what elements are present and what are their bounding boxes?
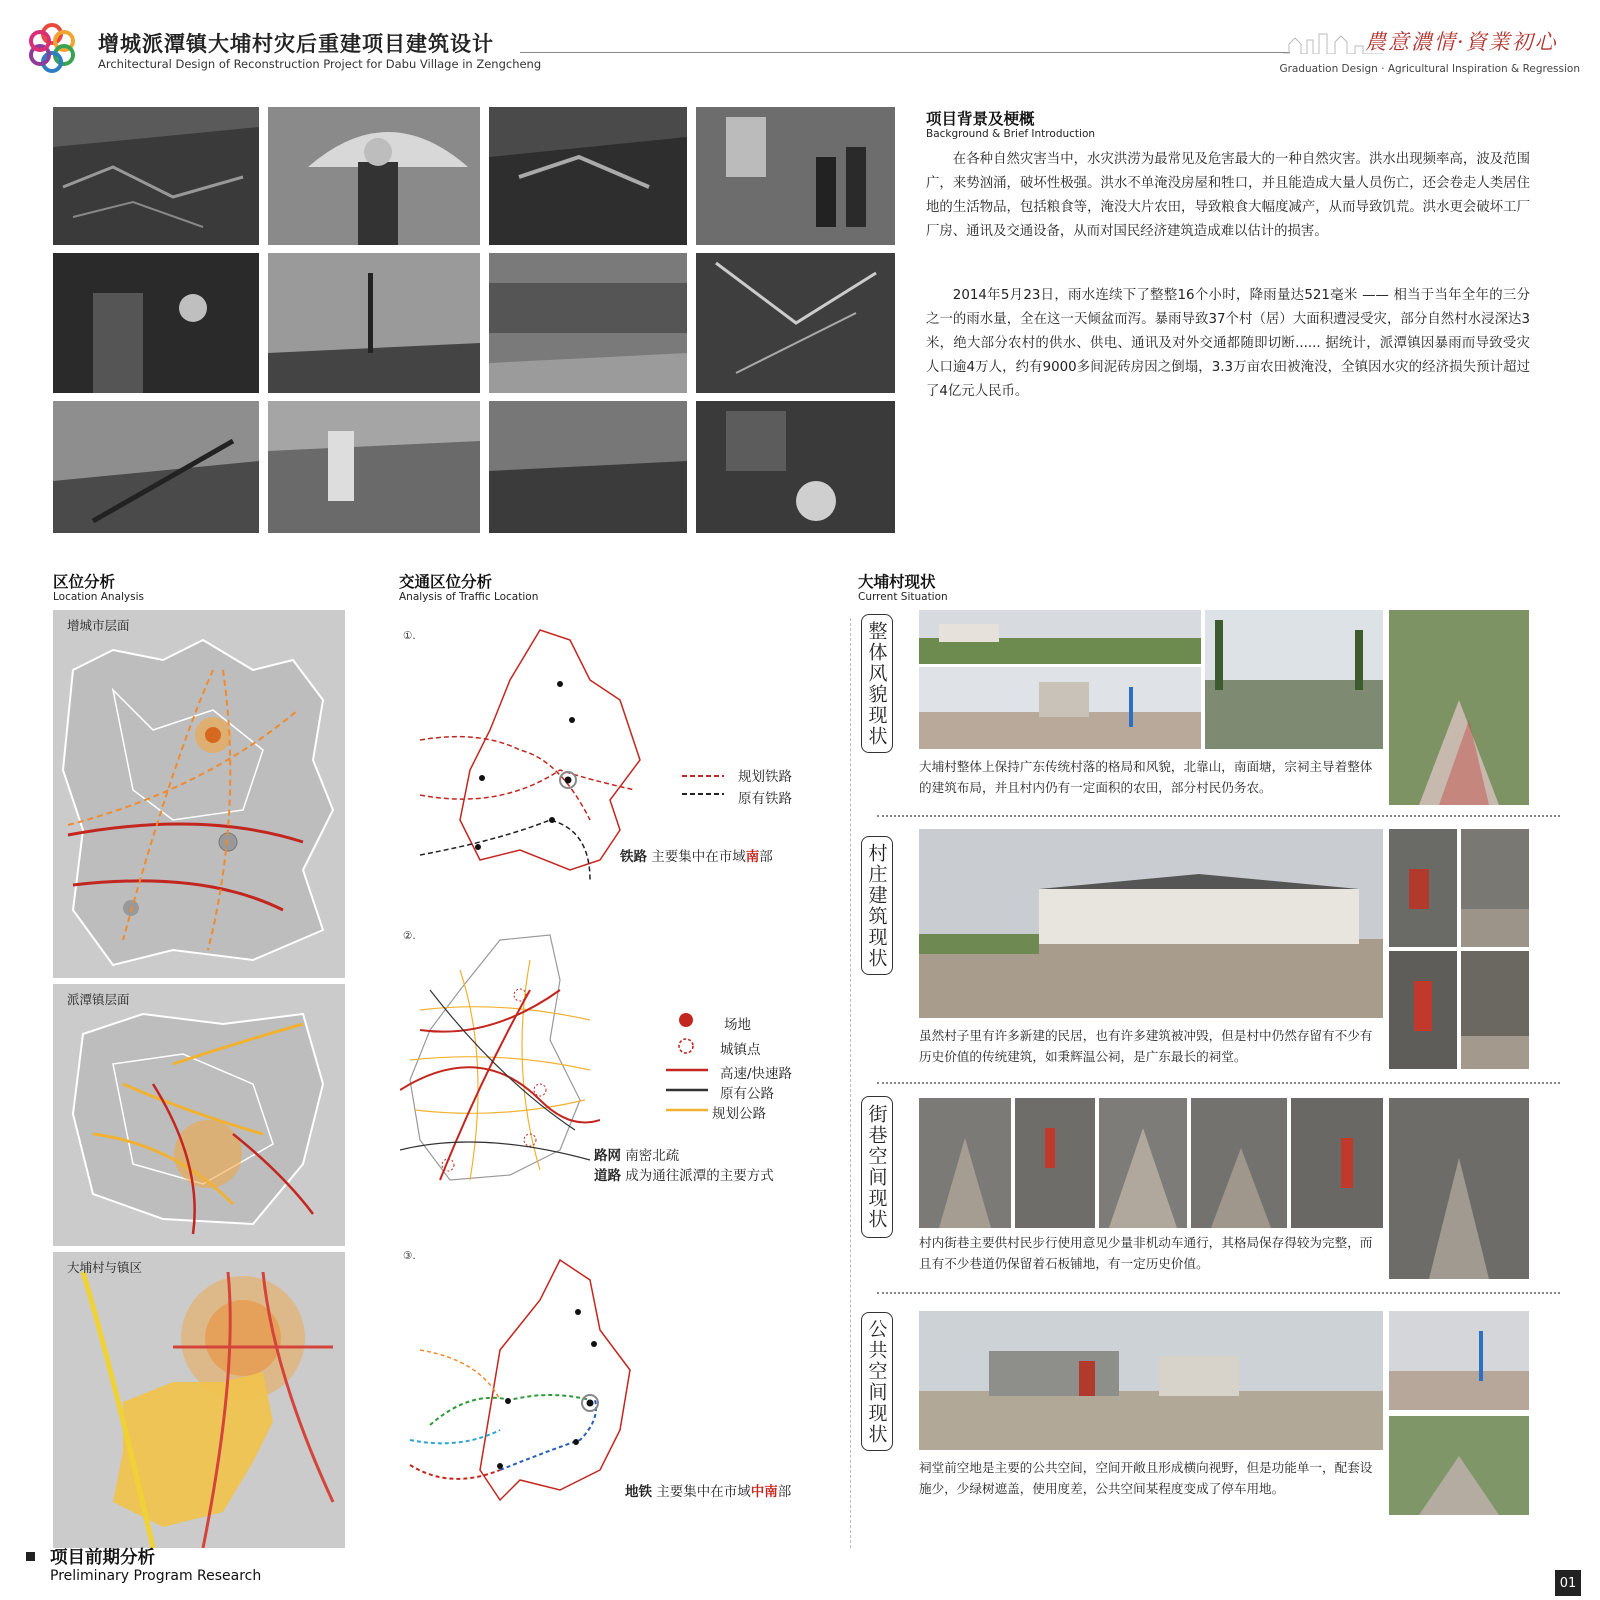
road-map	[400, 930, 600, 1190]
photo-road-green	[1389, 1416, 1529, 1515]
photo-alley-2	[1015, 1098, 1095, 1228]
header-rule	[520, 52, 1290, 53]
photo-debris-street	[489, 401, 687, 533]
legend-planned-road: 规划公路	[712, 1106, 766, 1122]
rail-legend-lines	[680, 770, 726, 800]
background-subtitle: Background & Brief Introduction	[926, 128, 1096, 140]
photo-ladder-workers	[53, 401, 259, 533]
photo-hall-plaza	[919, 1311, 1383, 1450]
photo-broken-roof	[696, 253, 895, 393]
section-divider	[877, 815, 1560, 817]
photo-alley-1	[919, 1098, 1011, 1228]
section-text-streets: 村内街巷主要供村民步行使用意见少量非机动车通行，其格局保存得较为完整，而且有不少巷道仍保留着石板铺地，有一定历史价值。	[919, 1235, 1373, 1271]
photo-ancestral-hall-street	[919, 829, 1383, 1018]
rail-note: 铁路 主要集中在市域南部	[620, 849, 773, 865]
photo-field-volunteers	[268, 401, 480, 533]
section-label-streets: 街巷空间现状	[861, 1096, 893, 1238]
legend-town: 城镇点	[720, 1042, 761, 1058]
photo-pond-palms	[1205, 610, 1383, 749]
panel-label: 大埔村与镇区	[67, 1260, 143, 1275]
traffic-subtitle: Analysis of Traffic Location	[399, 591, 539, 603]
photo-court-hoop	[1389, 1311, 1529, 1410]
photo-collapsed-house	[489, 107, 687, 245]
photo-old-house-1	[1389, 829, 1457, 947]
metro-note: 地铁 主要集中在市域中南部	[625, 1484, 792, 1500]
section-label-public-space: 公共空间现状	[861, 1312, 893, 1451]
photo-stone-alley	[1389, 1098, 1529, 1279]
column-separator	[850, 618, 851, 1548]
graduation-subtitle: Graduation Design · Agricultural Inspiration & Regression	[1279, 63, 1580, 75]
photo-people-interior	[696, 107, 895, 245]
traffic-num-3: ③.	[403, 1250, 416, 1262]
map-zengcheng-level	[53, 610, 345, 978]
section-text-overall: 大埔村整体上保持广东传统村落的格局和风貌，北靠山，南面塘，宗祠主导着整体的建筑布局，并且村内仍有一定面积的农田，部分村民仍务农。	[919, 759, 1373, 795]
footer-title: 项目前期分析	[50, 1548, 155, 1568]
photo-old-house-4	[1461, 951, 1529, 1069]
location-subtitle: Location Analysis	[53, 591, 145, 603]
location-title: 区位分析	[53, 573, 116, 591]
photo-village-field	[919, 610, 1201, 664]
slogan: 農意濃情·資業初心	[1365, 30, 1558, 54]
traffic-num-2: ②.	[403, 930, 416, 942]
map-dabu-and-town	[53, 1252, 345, 1548]
traffic-title: 交通区位分析	[399, 573, 493, 591]
photo-alley-4	[1191, 1098, 1287, 1228]
flower-ring-logo-icon	[26, 22, 78, 74]
photo-lane-trees	[1389, 610, 1529, 805]
rail-map	[420, 620, 650, 880]
background-paragraph-1: 在各种自然灾害当中，水灾洪涝为最常见及危害最大的一种自然灾害。洪水出现频率高，波及范围广，来势汹涌，破坏性极强。洪水不单淹没房屋和牲口，并且能造成大量人员伤亡，还会卷走人类居住地的生活物品，包括粮食等，淹没大片农田，导致粮食大幅度减产，从而导致饥荒。洪水更会破坏工厂厂房、通讯及交通设备，从而对国民经济建筑造成难以估计的损害。	[926, 152, 1530, 239]
background-paragraph-2: 2014年5月23日，雨水连续下了整整16个小时，降雨量达521毫米 —— 相当于当年全年的三分之一的雨水量，全在这一天倾盆而泻。暴雨导致37个村（居）大面积遭浸受灾，部分自然村水浸深达3米，绝大部分农村的供水、供电、通讯及对外交通都随即切断...... 据统计，派潭镇因暴雨而导致受灾人口逾4万人，约有9000多间泥砖房因之倒塌，3.3万亩农田被淹没，全镇因水灾的经济损失预计超过了4亿元人民币。	[926, 288, 1530, 399]
traffic-num-1: ①.	[403, 630, 416, 642]
page-subtitle: Architectural Design of Reconstruction Project for Dabu Village in Zengcheng	[98, 57, 542, 71]
photo-child-house	[696, 401, 895, 533]
metro-map	[400, 1250, 640, 1510]
panel-label: 增城市层面	[67, 618, 130, 633]
section-divider	[877, 1082, 1560, 1084]
background-title: 项目背景及梗概	[926, 110, 1035, 128]
current-title: 大埔村现状	[858, 573, 936, 591]
legend-existing-road: 原有公路	[720, 1086, 774, 1102]
photo-power-repair	[268, 253, 480, 393]
section-text-public-space: 祠堂前空地是主要的公共空间，空间开敞且形成横向视野，但是功能单一，配套设施少，少绿树遮盖，使用度差，公共空间某程度变成了停车用地。	[919, 1460, 1373, 1496]
section-divider	[877, 1292, 1560, 1294]
photo-candle-cooking	[53, 253, 259, 393]
photo-alley-3	[1099, 1098, 1187, 1228]
section-label-architecture: 村庄建筑现状	[861, 836, 893, 975]
photo-old-house-3	[1389, 951, 1457, 1069]
panel-label: 派潭镇层面	[67, 992, 130, 1007]
photo-basketball-court	[919, 667, 1201, 749]
legend-site: 场地	[724, 1017, 751, 1033]
photo-flood-debris	[53, 107, 259, 245]
page-title: 增城派潭镇大埔村灾后重建项目建筑设计	[98, 32, 494, 56]
road-note: 路网 南密北疏 道路 成为通往派潭的主要方式	[594, 1148, 774, 1184]
legend-existing-rail: 原有铁路	[738, 791, 792, 807]
section-text-architecture: 虽然村子里有许多新建的民居，也有许多建筑被冲毁，但是村中仍然存留有不少有历史价值的传统建筑，如秉辉温公祠，是广东最长的祠堂。	[919, 1028, 1373, 1064]
legend-highway: 高速/快速路	[720, 1066, 793, 1082]
photo-old-house-2	[1461, 829, 1529, 947]
photo-alley-5	[1291, 1098, 1383, 1228]
road-legend-symbols	[664, 1010, 710, 1120]
section-label-overall: 整体风貌现状	[861, 614, 893, 753]
map-paitan-level	[53, 984, 345, 1246]
footer-subtitle: Preliminary Program Research	[50, 1568, 262, 1584]
page-number: 01	[1555, 1570, 1581, 1596]
photo-woman-umbrella	[268, 107, 480, 245]
photo-crowd-umbrellas	[489, 253, 687, 393]
legend-planned-rail: 规划铁路	[738, 769, 792, 785]
current-subtitle: Current Situation	[858, 591, 948, 603]
footer-bullet-icon	[26, 1552, 35, 1561]
